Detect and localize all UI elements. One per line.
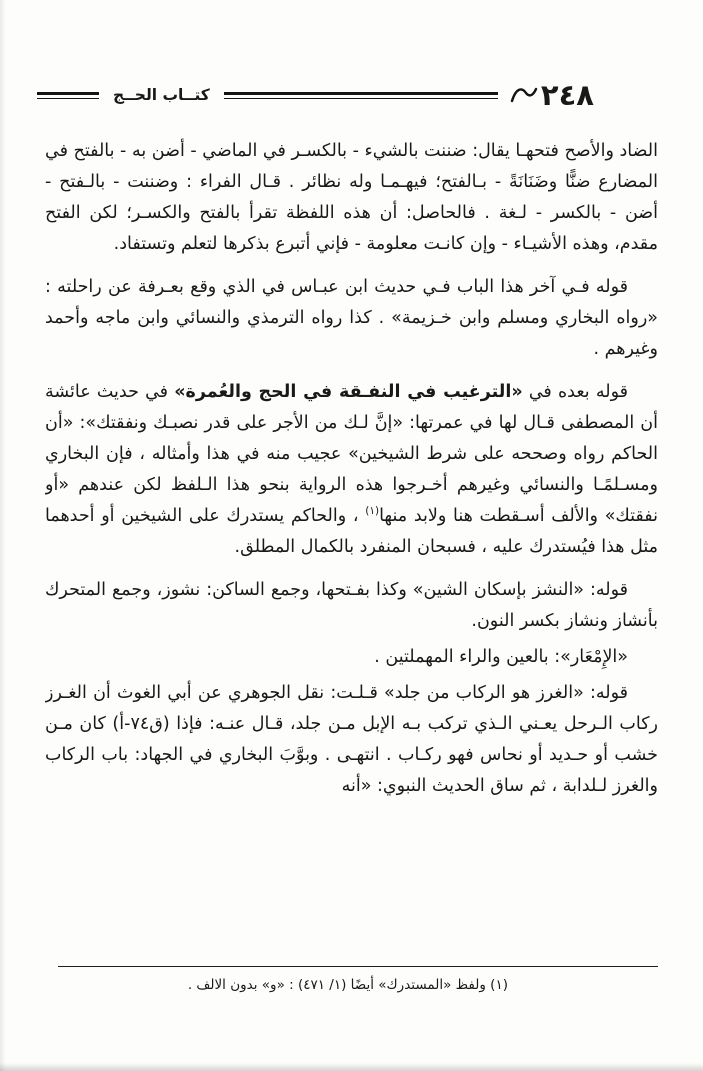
footnote-ref: (١): [365, 505, 380, 518]
paragraph-text: في حديث عائشة أن المصطفى قـال لها في عمرتها: «إنَّ لـك من الأجر على قدر نصبـك ونفقتك»: «أن الحاكم رواه وصححه على شرط الشيخين» عجيب منه في هذا وأمثاله ، فإن البخاري ومسـلمًـا والنسائي وغيرهم أخـرجوا هذه الرواية بنحو هذا الـلفظ لكن عندهم «أو نفقتك» والألف أسـقطت هنا ولابد منها: [45, 382, 658, 526]
header-rule-right: [224, 92, 498, 99]
header-rule-left: [37, 92, 99, 99]
paragraph: الضاد والأصح فتحهـا يقال: ضننت بالشيء - بالكسـر في الماضي - أضن به - بالفتح في المضارع ضنًّا وضَنَانَةً - بـالفتح؛ فيهـمـا وله نظائر . قـال الفراء : وضننت - بالـفتح - أضن - بالكسر - لـغة . فالحاصل: أن هذه اللفظة تقرأ بالفتح والكسـر؛ لكن الفتح مقدم، وهذه الأشيـاء - وإن كانـت معلومة - فإني أتبرع بذكرها لتعلم وتستفاد.: [45, 141, 658, 254]
book-title: كتــاب الحــج: [113, 86, 210, 104]
bold-quote: «الترغيب في النفـقة في الحج والعُمرة»: [174, 382, 523, 402]
page-number-ornament-icon: [510, 84, 538, 106]
paragraph-text: قوله بعده في: [522, 382, 628, 402]
page-body: [45, 136, 658, 962]
footnote-area: [58, 966, 658, 995]
page-number: ٢٤٨: [540, 77, 594, 112]
paragraph: قوله: «الغرز هو الركاب من جلد» قـلـت: نقل الجوهري عن أبي الغوث أن الغـرز ركاب الـرحل يعـني الـذي تركب بـه الإبل مـن جلد، قـال عنـه: فإذا (ق٧٤-أ) كان مـن خشب أو حـديد أو نحاس فهو ركـاب . انتهـى . وبوَّبَ البخاري في الجهاد: باب الركاب والغرز لـلدابة ، ثم ساق الحديث النبوي: «أنه: [45, 683, 658, 796]
footnote-separator: [58, 966, 658, 967]
paragraph-text: ، والحاكم يستدرك على الشيخين أو أحدهما مثل هذا فيُستدرك عليه ، فسبحان المنفرد بالكمال المطلق.: [45, 506, 658, 557]
paragraph: «الإِمْعَار»: بالعين والراء المهملتين .: [374, 647, 628, 667]
paragraph: قوله: «النشز بإسكان الشين» وكذا بفـتحها، وجمع الساكن: نشوز، وجمع المتحرك بأنشاز ونشاز بكسر النون.: [45, 580, 658, 631]
page-header: [45, 78, 658, 112]
footnote: (١) ولفظ «المستدرك» أيضًا (١/ ٤٧١) : «و» بدون الالف .: [187, 977, 508, 993]
paragraph: [45, 377, 658, 563]
page-number-wrap: [510, 77, 594, 112]
paragraph: قوله فـي آخر هذا الباب فـي حديث ابن عبـاس في الذي وقع بعـرفة عن راحلته : «رواه البخاري ومسلم وابن خـزيمة» . كذا رواه الترمذي والنسائي وابن ماجه وأحمد وغيرهم .: [45, 277, 658, 359]
